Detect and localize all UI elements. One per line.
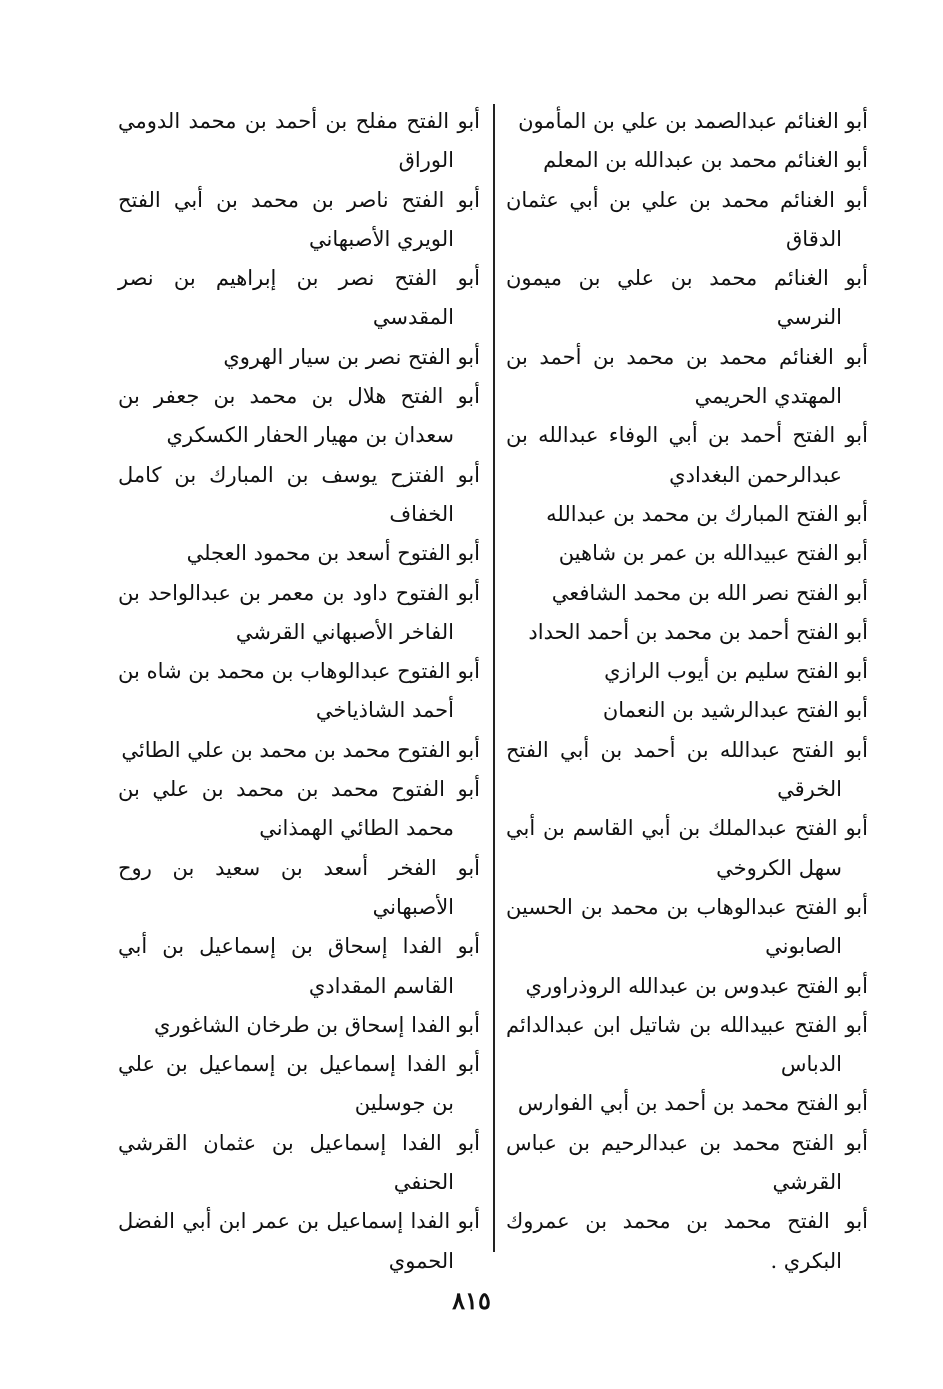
name-entry: أبو الفتح نصر الله بن محمد الشافعي <box>551 580 868 605</box>
right-column <box>506 102 868 1281</box>
left-column <box>118 102 480 1281</box>
page-number: ٨١٥ <box>452 1286 491 1315</box>
name-entry: أبو الفتح نصر بن إبراهيم بن نصر المقدسي <box>118 266 480 330</box>
name-entry: أبو الفتح عبدالوهاب بن محمد بن الحسين الصابوني <box>506 894 868 959</box>
name-entry: أبو الفدا إسماعيل بن عمر ابن أبي الفضل الحموي <box>118 1209 480 1273</box>
name-entry: أبو الفتح هلال بن محمد بن جعفر بن سعدان بن مهيار الحفار الكسكري <box>118 384 480 448</box>
name-entry: أبو الفتح مفلح بن أحمد بن محمد الدومي الوراق <box>118 109 480 173</box>
name-entry: أبو الفتح ناصر بن محمد بن أبي الفتح الويري الأصبهاني <box>118 187 480 251</box>
name-entry: أبو الفتح محمد بن عبدالرحيم بن عباس القرشي <box>506 1130 868 1195</box>
column-divider <box>493 104 495 1252</box>
name-entry: أبو الغنائم محمد بن علي بن ميمون النرسي <box>506 266 868 330</box>
name-entry: أبو الغنائم محمد بن محمد بن أحمد بن المهتدي الحريمي <box>506 344 868 409</box>
name-entry: أبو الفتح عبدالملك بن أبي القاسم بن أبي سهل الكروخي <box>506 816 868 880</box>
name-entry: أبو الفتح محمد بن أحمد بن أبي الفوارس <box>517 1091 868 1116</box>
name-entry: أبو الفتوح عبدالوهاب بن محمد بن شاه بن أحمد الشاذياخي <box>118 659 480 723</box>
name-entry: أبو الفتح أحمد بن أبي الوفاء عبدالله بن عبدالرحمن البغدادي <box>506 423 868 487</box>
name-entry: أبو الفتح نصر بن سيار الهروي <box>223 344 480 369</box>
name-entry: أبو الفتوح داود بن معمر بن عبدالواحد بن الفاخر الأصبهاني القرشي <box>118 580 480 644</box>
name-entry: أبو الفتوح أسعد بن محمود العجلي <box>186 541 480 566</box>
name-entry: أبو الفتزح يوسف بن المبارك بن كامل الخفاف <box>118 462 480 526</box>
name-entry: أبو الغنائم عبدالصمد بن علي بن المأمون <box>518 109 868 133</box>
name-entry: أبو الفتح عبيدالله بن عمر بن شاهين <box>558 541 868 566</box>
name-entry: أبو الفتح عبدالله بن أحمد بن أبي الفتح الخرقي <box>506 737 868 802</box>
name-entry: أبو الفتح سليم بن أيوب الرازي <box>604 659 868 684</box>
name-entry: أبو الفتح عبدالرشيد بن النعمان <box>602 698 868 723</box>
name-entry: أبو الفتوح محمد بن محمد بن علي الطائي <box>121 737 480 762</box>
name-entry: أبو الفتوح محمد بن محمد بن علي بن محمد الطائي الهمذاني <box>118 777 480 841</box>
name-entry: أبو الغنائم محمد بن عبدالله بن المعلم <box>543 148 868 173</box>
name-entry: أبو الفتح عبيدالله بن شاتيل ابن عبدالدائم الدباس <box>506 1012 868 1077</box>
name-entry: أبو الفدا إسحاق بن إسماعيل بن أبي القاسم المقدادي <box>118 934 480 998</box>
name-entry: أبو الغنائم محمد بن علي بن أبي عثمان الدقاق <box>506 187 868 251</box>
name-entry: أبو الفتح المبارك بن محمد بن عبدالله <box>546 501 868 526</box>
name-entry: أبو الفتح أحمد بن محمد بن أحمد الحداد <box>528 619 868 644</box>
name-entry: أبو الفتح محمد بن محمد بن عمروك البكري . <box>506 1209 868 1273</box>
name-entry: أبو الفدا إسماعيل بن إسماعيل بن علي بن جوسلين <box>118 1052 480 1116</box>
name-entry: أبو الفخر أسعد بن سعيد بن روح الأصبهاني <box>118 855 480 919</box>
name-entry: أبو الفدا إسحاق بن طرخان الشاغوري <box>153 1012 480 1037</box>
name-entry: أبو الفتح عبدوس بن عبدالله الروذراوري <box>525 973 868 998</box>
name-entry: أبو الفدا إسماعيل بن عثمان القرشي الحنفي <box>118 1130 480 1195</box>
